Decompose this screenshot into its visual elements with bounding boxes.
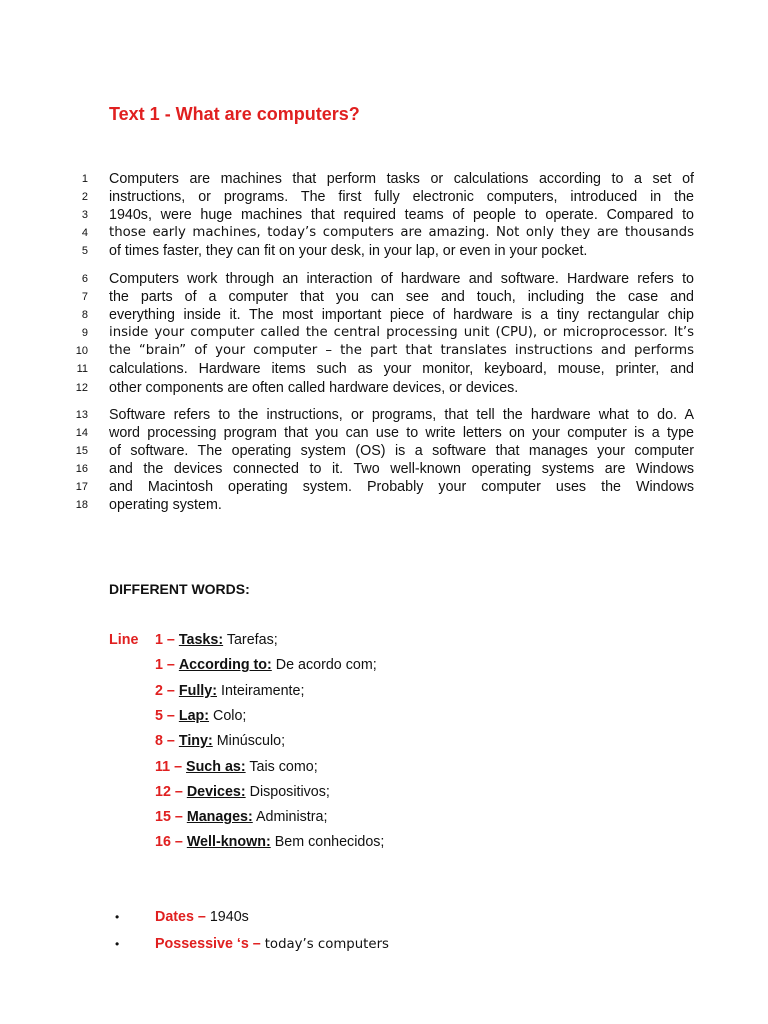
line-text: operating system. [109, 497, 222, 514]
line-number: 13 [75, 409, 88, 421]
vocab-meaning: Colo; [213, 707, 247, 724]
line-number: 8 [81, 309, 88, 322]
line-number: 18 [75, 499, 88, 512]
vocab-word: Lap: [178, 707, 210, 724]
text-line [0, 188, 768, 206]
vocab-line-number: 8 – [155, 733, 175, 750]
vocab-word: Such as: [186, 758, 246, 775]
note-item [0, 933, 768, 955]
section-heading: DIFFERENT WORDS: [109, 581, 250, 597]
text-line [0, 442, 768, 460]
line-number: 6 [81, 273, 88, 285]
text-line [0, 360, 768, 378]
line-text: the parts of a computer that you can see and touch, including the case and [109, 289, 694, 306]
vocab-line-number: 11 – [155, 758, 183, 775]
line-text: calculations. Hardware items such as your monitor, keyboard, mouse, printer, and [109, 361, 694, 378]
line-text: inside your computer called the central processing unit (CPU), or microprocessor. It’s [109, 325, 694, 341]
line-number: 12 [75, 381, 88, 394]
line-label: Line [109, 632, 139, 648]
vocab-meaning: Bem conhecidos; [274, 834, 385, 851]
text-line [0, 496, 768, 514]
text-line [0, 224, 768, 242]
vocab-item [155, 807, 327, 827]
text-line [0, 206, 768, 224]
note-item [0, 906, 768, 928]
line-number: 4 [81, 227, 88, 240]
text-line [0, 270, 768, 288]
text-line [0, 424, 768, 442]
text-line [0, 170, 768, 188]
vocab-word: Tasks: [178, 632, 224, 648]
paragraph [0, 170, 768, 260]
vocab-line-number: 5 – [155, 707, 175, 724]
vocab-word: Manages: [186, 809, 253, 826]
vocab-item [155, 630, 278, 650]
line-text: other components are often called hardware devices, or devices. [109, 379, 519, 396]
vocab-item [155, 681, 304, 701]
bullet-icon: • [115, 937, 120, 951]
vocab-item [155, 655, 377, 675]
line-text: and the devices connected to it. Two well-known operating systems are Windows [109, 461, 694, 478]
vocab-meaning: Tarefas; [226, 632, 278, 648]
text-line [0, 406, 768, 424]
line-text: 1940s, were huge machines that required teams of people to operate. Compared to [109, 207, 694, 224]
line-number: 3 [81, 209, 88, 222]
text-line [0, 478, 768, 496]
text-line [0, 379, 768, 397]
bullet-icon: • [115, 910, 120, 924]
paragraph [0, 270, 768, 397]
vocab-word: Fully: [178, 682, 217, 699]
line-text: of times faster, they can fit on your desk, in your lap, or even in your pocket. [109, 243, 588, 260]
vocab-meaning: Administra; [255, 809, 328, 826]
vocab-meaning: De acordo com; [275, 657, 377, 674]
page-title: Text 1 - What are computers? [109, 104, 360, 124]
vocab-word: Well-known: [186, 834, 271, 851]
line-text: instructions, or programs. The first fully electronic computers, introduced in the [109, 189, 694, 206]
vocab-word: Tiny: [178, 733, 213, 750]
line-text: those early machines, today’s computers are amazing. Not only they are thousands [109, 225, 694, 241]
vocab-word: Devices: [186, 783, 246, 800]
vocab-meaning: Tais como; [249, 758, 318, 775]
vocab-line-number: 12 – [155, 783, 183, 800]
line-text: of software. The operating system (OS) is a software that manages your computer [109, 443, 694, 460]
note-example: today’s computers [264, 937, 389, 952]
vocab-meaning: Dispositivos; [249, 783, 330, 800]
line-number: 15 [75, 445, 88, 458]
text-line [0, 242, 768, 260]
vocab-line-number: 16 – [155, 834, 183, 851]
line-number: 17 [75, 481, 88, 494]
text-line [0, 306, 768, 324]
line-text: and Macintosh operating system. Probably your computer uses the Windows [109, 479, 694, 496]
text-line [0, 288, 768, 306]
line-number: 5 [81, 245, 88, 258]
note-label [155, 906, 249, 928]
note-label [155, 933, 389, 956]
vocab-line-number: 1 – [155, 657, 175, 674]
vocab-item [155, 782, 330, 802]
vocab-meaning: Inteiramente; [220, 682, 305, 699]
line-number: 16 [75, 463, 88, 476]
note-term: Possessive ‘s – [155, 936, 261, 952]
line-text: Computers work through an interaction of hardware and software. Hardware refers to [109, 271, 694, 287]
line-text: word processing program that you can use to write letters on your computer is a type [109, 425, 694, 442]
text-line [0, 342, 768, 360]
vocab-item [155, 706, 246, 726]
vocab-item [155, 757, 318, 777]
line-number: 2 [81, 191, 88, 204]
line-number: 7 [81, 291, 88, 304]
line-number: 10 [75, 345, 88, 358]
line-number: 14 [75, 427, 88, 440]
line-text: Computers are machines that perform tasks or calculations according to a set of [109, 171, 694, 187]
line-text: the “brain” of your computer – the part that translates instructions and performs [109, 343, 694, 359]
text-line [0, 460, 768, 478]
line-number: 1 [81, 173, 88, 185]
line-number: 11 [76, 363, 88, 376]
vocab-item [155, 731, 285, 751]
line-text: everything inside it. The most important piece of hardware is a tiny rectangular chip [109, 307, 694, 324]
text-line [0, 324, 768, 342]
line-number: 9 [81, 327, 88, 340]
line-text: Software refers to the instructions, or programs, that tell the hardware what to do. A [109, 407, 694, 423]
vocab-line-number: 1 – [155, 632, 175, 648]
vocab-line-number: 15 – [155, 809, 183, 826]
vocab-item [155, 832, 384, 852]
vocab-word: According to: [178, 657, 272, 674]
paragraph [0, 406, 768, 515]
vocab-meaning: Minúsculo; [216, 733, 286, 750]
note-example: 1940s [209, 909, 249, 925]
vocab-line-number: 2 – [155, 682, 175, 699]
note-term: Dates – [155, 909, 206, 925]
